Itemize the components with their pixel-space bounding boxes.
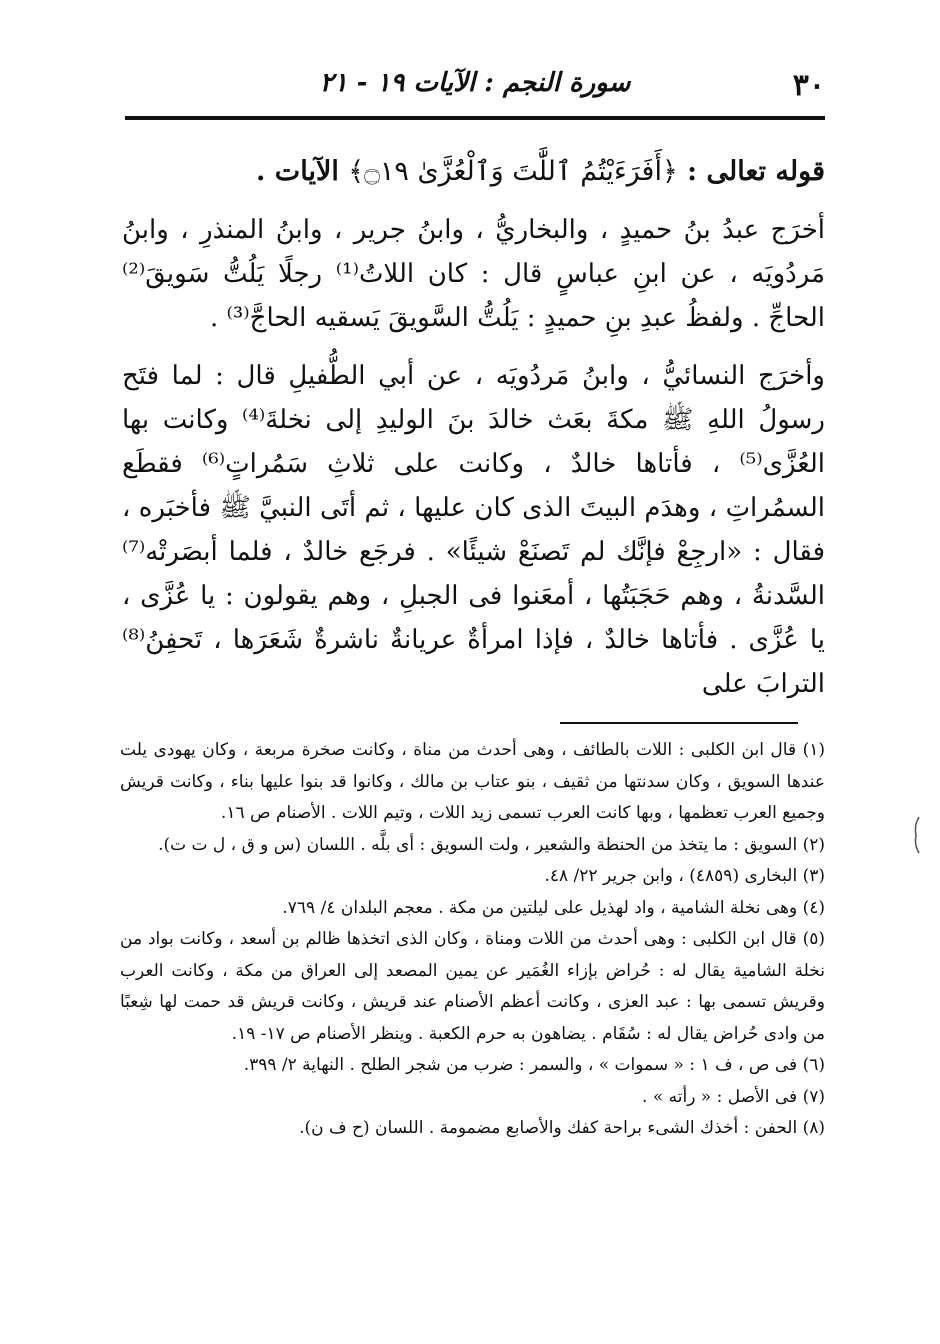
footnotes (120, 735, 825, 1145)
paragraph: أخرَج عبدُ بنُ حميدٍ ، والبخاريُّ ، وابنُ جرير ، وابنُ المنذرِ ، وابنُ مَردُويَه ، عن ابنِ عباسٍ قال : كان اللاتُ⁽¹⁾ رجلًا يَلُتُّ سَويقَ⁽²⁾ الحاجِّ . ولفظُ عبدِ بنِ حميدٍ : يَلُتُّ السَّويقَ يَسقيه الحاجَّ⁽³⁾ . (122, 215, 825, 333)
quran-verse: ﴿أَفَرَءَيْتُمُ ٱللَّٰتَ وَٱلْعُزَّىٰ ۝١٩﴾ (348, 156, 678, 187)
footnote: (٦) فى ص ، ف ١ : « سموات » ، والسمر : ضرب من شجر الطلح . النهاية ٢/ ٣٩٩. (243, 1055, 825, 1075)
footnote-separator (560, 722, 798, 724)
footnote: (٧) فى الأصل : « رأته » . (642, 1086, 825, 1107)
verse-heading (122, 150, 825, 194)
main-text (122, 150, 825, 720)
footnote: (٥) قال ابن الكلبى : وهى أحدث من اللات ومناة ، وكان الذى اتخذها ظالم بن أسعد ، وكانت بواد من نخلة الشامية يقال له : حُراض بإزاء الغُمَير عن يمين المصعد إلى العراق من مكة ، وكانت العرب وقريش تسمى بها : عبد العزى ، وكانت أعظم الأصنام عند قريش ، وكانت قريش قد حمت لها شِعبًا من وادى حُراض يقال له : سُقَام . يضاهون به حرم الكعبة . وينظر الأصنام ص ١٧- ١٩. (120, 929, 825, 1044)
footnote: (٣) البخارى (٤٨٥٩) ، وابن جرير ٢٢/ ٤٨. (544, 866, 825, 886)
page-header (125, 68, 825, 108)
heading-prefix: قوله تعالى : (687, 156, 825, 187)
margin-bracket-mark (912, 815, 922, 855)
header-rule (125, 116, 825, 120)
footnote: (٤) وهى نخلة الشامية ، واد لهذيل على ليلتين من مكة . معجم البلدان ٤/ ٧٦٩. (282, 897, 825, 918)
footnote: (٢) السويق : ما يتخذ من الحنطة والشعير ، ولت السويق : أى بلَّه . اللسان (س و ق ، ل ت ت). (158, 834, 825, 855)
running-title: سورة النجم : الآيات ١٩ - ٢١ (319, 68, 631, 98)
page-number: ٣٠ (792, 68, 825, 103)
heading-suffix: الآيات . (256, 156, 339, 187)
footnote: (١) قال ابن الكلبى : اللات بالطائف ، وهى أحدث من مناة ، وكانت صخرة مربعة ، وكان يهودى يلت عندها السويق ، وكان سدنتها من ثقيف ، بنو عتاب بن مالك ، وكانوا قد بنوا عليها بناء ، وكانت قريش وجميع العرب تعظمها ، وبها كانت العرب تسمى زيد اللات ، وتيم اللات . الأصنام ص ١٦. (120, 740, 825, 823)
paragraph: وأخرَج النسائيُّ ، وابنُ مَردُويَه ، عن أبي الطُّفيلِ قال : لما فتَح رسولُ اللهِ ﷺ مكةَ بعَث خالدَ بنَ الوليدِ إلى نخلةَ⁽⁴⁾ وكانت بها العُزَّى⁽⁵⁾ ، فأتاها خالدٌ ، وكانت على ثلاثِ سَمُراتٍ⁽⁶⁾ فقطَع السمُراتِ ، وهدَم البيتَ الذى كان عليها ، ثم أتَى النبيَّ ﷺ فأخبَره ، فقال : «ارجِعْ فإنَّك لم تَصنَعْ شيئًا» . فرجَع خالدٌ ، فلما أبصَرتْه⁽⁷⁾ السَّدنةُ ، وهم حَجَبَتُها ، أمعَنوا فى الجبلِ ، وهم يقولون : يا عُزَّى ، يا عُزَّى . فأتاها خالدٌ ، فإذا امرأةٌ عريانةٌ ناشرةٌ شَعَرَها ، تَحفِنُ⁽⁸⁾ الترابَ على (122, 361, 825, 699)
footnote: (٨) الحفن : أخذك الشىء براحة كفك والأصابع مضمومة . اللسان (ح ف ن). (299, 1118, 825, 1138)
